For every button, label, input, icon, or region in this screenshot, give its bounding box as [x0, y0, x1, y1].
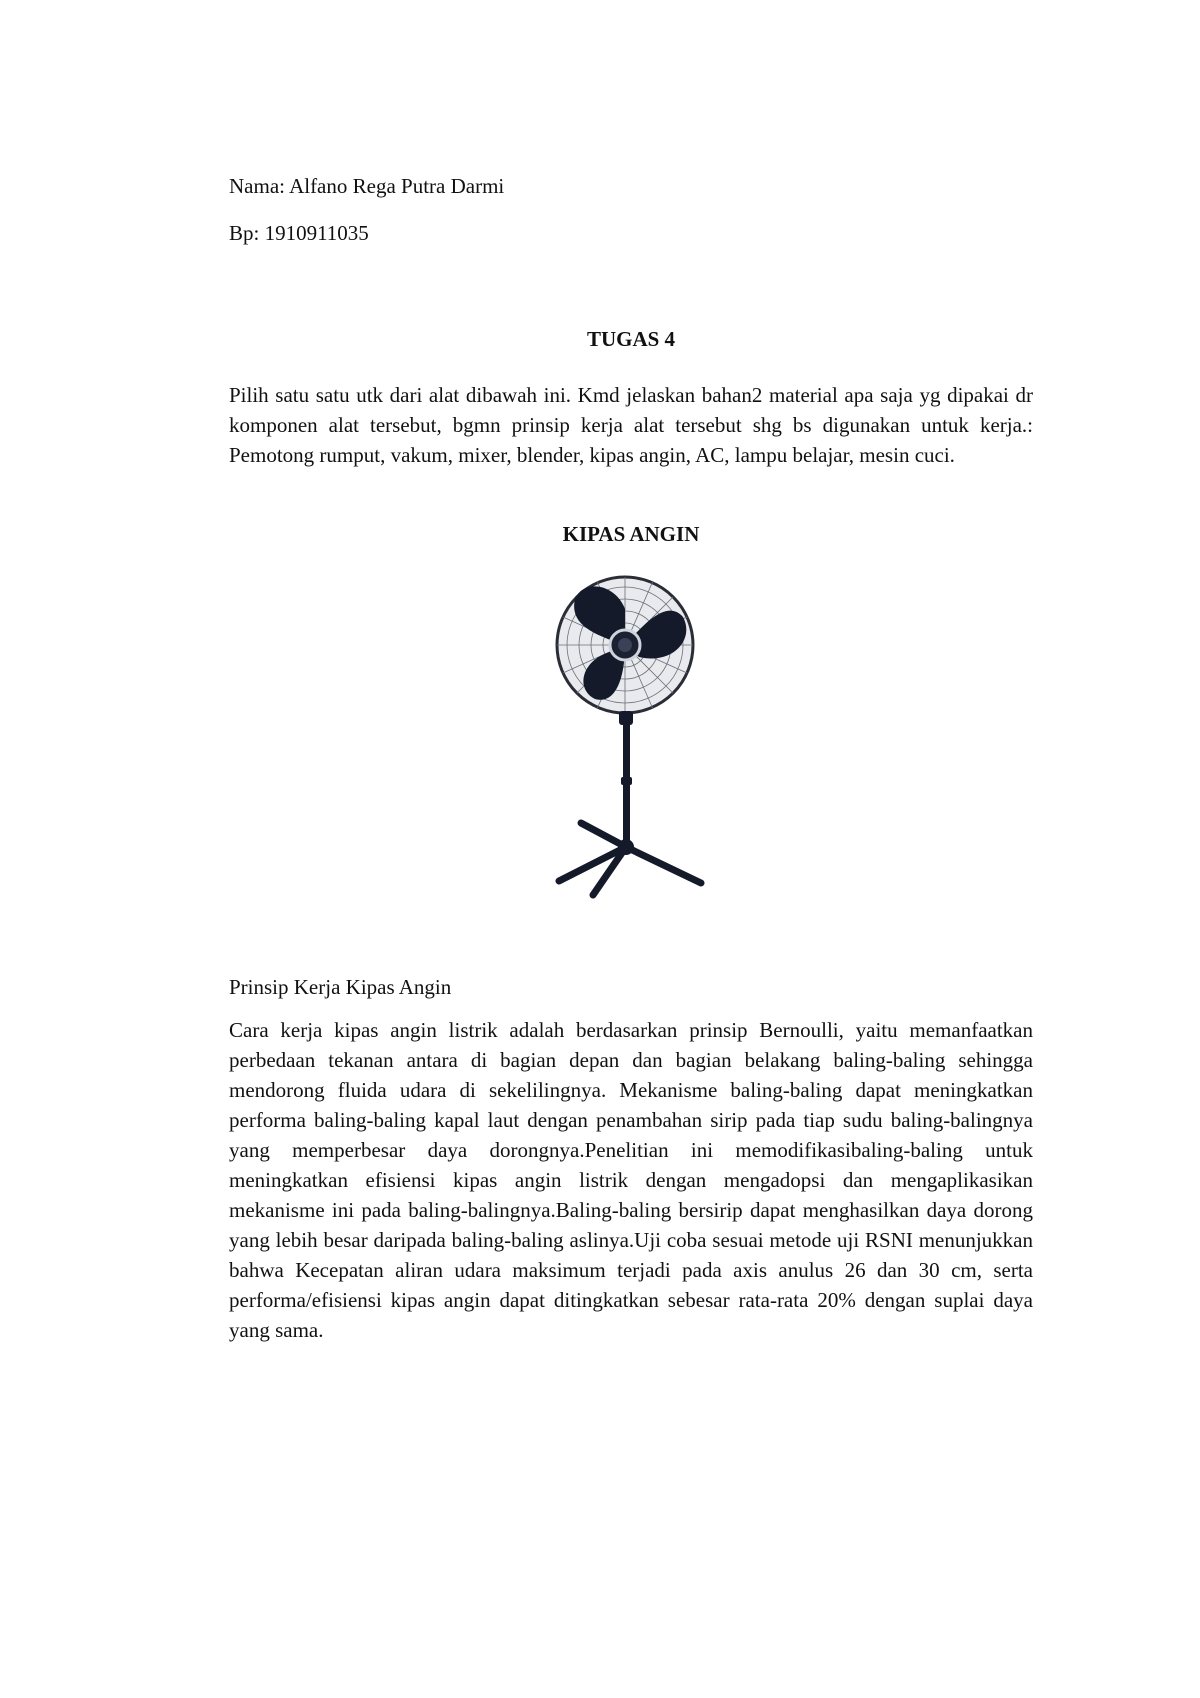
- student-id: Bp: 1910911035: [229, 221, 369, 245]
- standing-fan-icon: [555, 565, 705, 900]
- topic-title: KIPAS ANGIN: [562, 522, 700, 546]
- assignment-instructions: Pilih satu satu utk dari alat dibawah ini. Kmd jelaskan bahan2 material apa saja yg dipakai dr komponen alat tersebut, bgmn prinsip kerja alat tersebut shg bs digunakan untuk kerja.: Pemotong rumput, vakum, mixer, blender, kipas angin, AC, lampu belajar, mesin cuci.: [229, 383, 1033, 467]
- student-name: Nama: Alfano Rega Putra Darmi: [229, 174, 505, 198]
- section-heading: Prinsip Kerja Kipas Angin: [229, 975, 452, 999]
- assignment-title: TUGAS 4: [586, 327, 676, 351]
- section-body: Cara kerja kipas angin listrik adalah berdasarkan prinsip Bernoulli, yaitu memanfaatkan perbedaan tekanan antara di bagian depan dan bagian belakang baling-baling sehingga mendorong fluida udara di sekelilingnya. Mekanisme baling-baling dapat meningkatkan performa baling-baling kapal laut dengan penambahan sirip pada tiap sudu baling-balingnya yang memperbesar daya dorongnya.Penelitian ini memodifikasibaling-baling untuk meningkatkan efisiensi kipas angin listrik dengan mengadopsi dan mengaplikasikan mekanisme ini pada baling-balingnya.Baling-baling bersirip dapat menghasilkan daya dorong yang lebih besar daripada baling-baling aslinya.Uji coba sesuai metode uji RSNI menunjukkan bahwa Kecepatan aliran udara maksimum terjadi pada axis anulus 26 dan 30 cm, serta performa/efisiensi kipas angin dapat ditingkatkan sebesar rata-rata 20% dengan suplai daya yang sama.: [229, 1018, 1033, 1342]
